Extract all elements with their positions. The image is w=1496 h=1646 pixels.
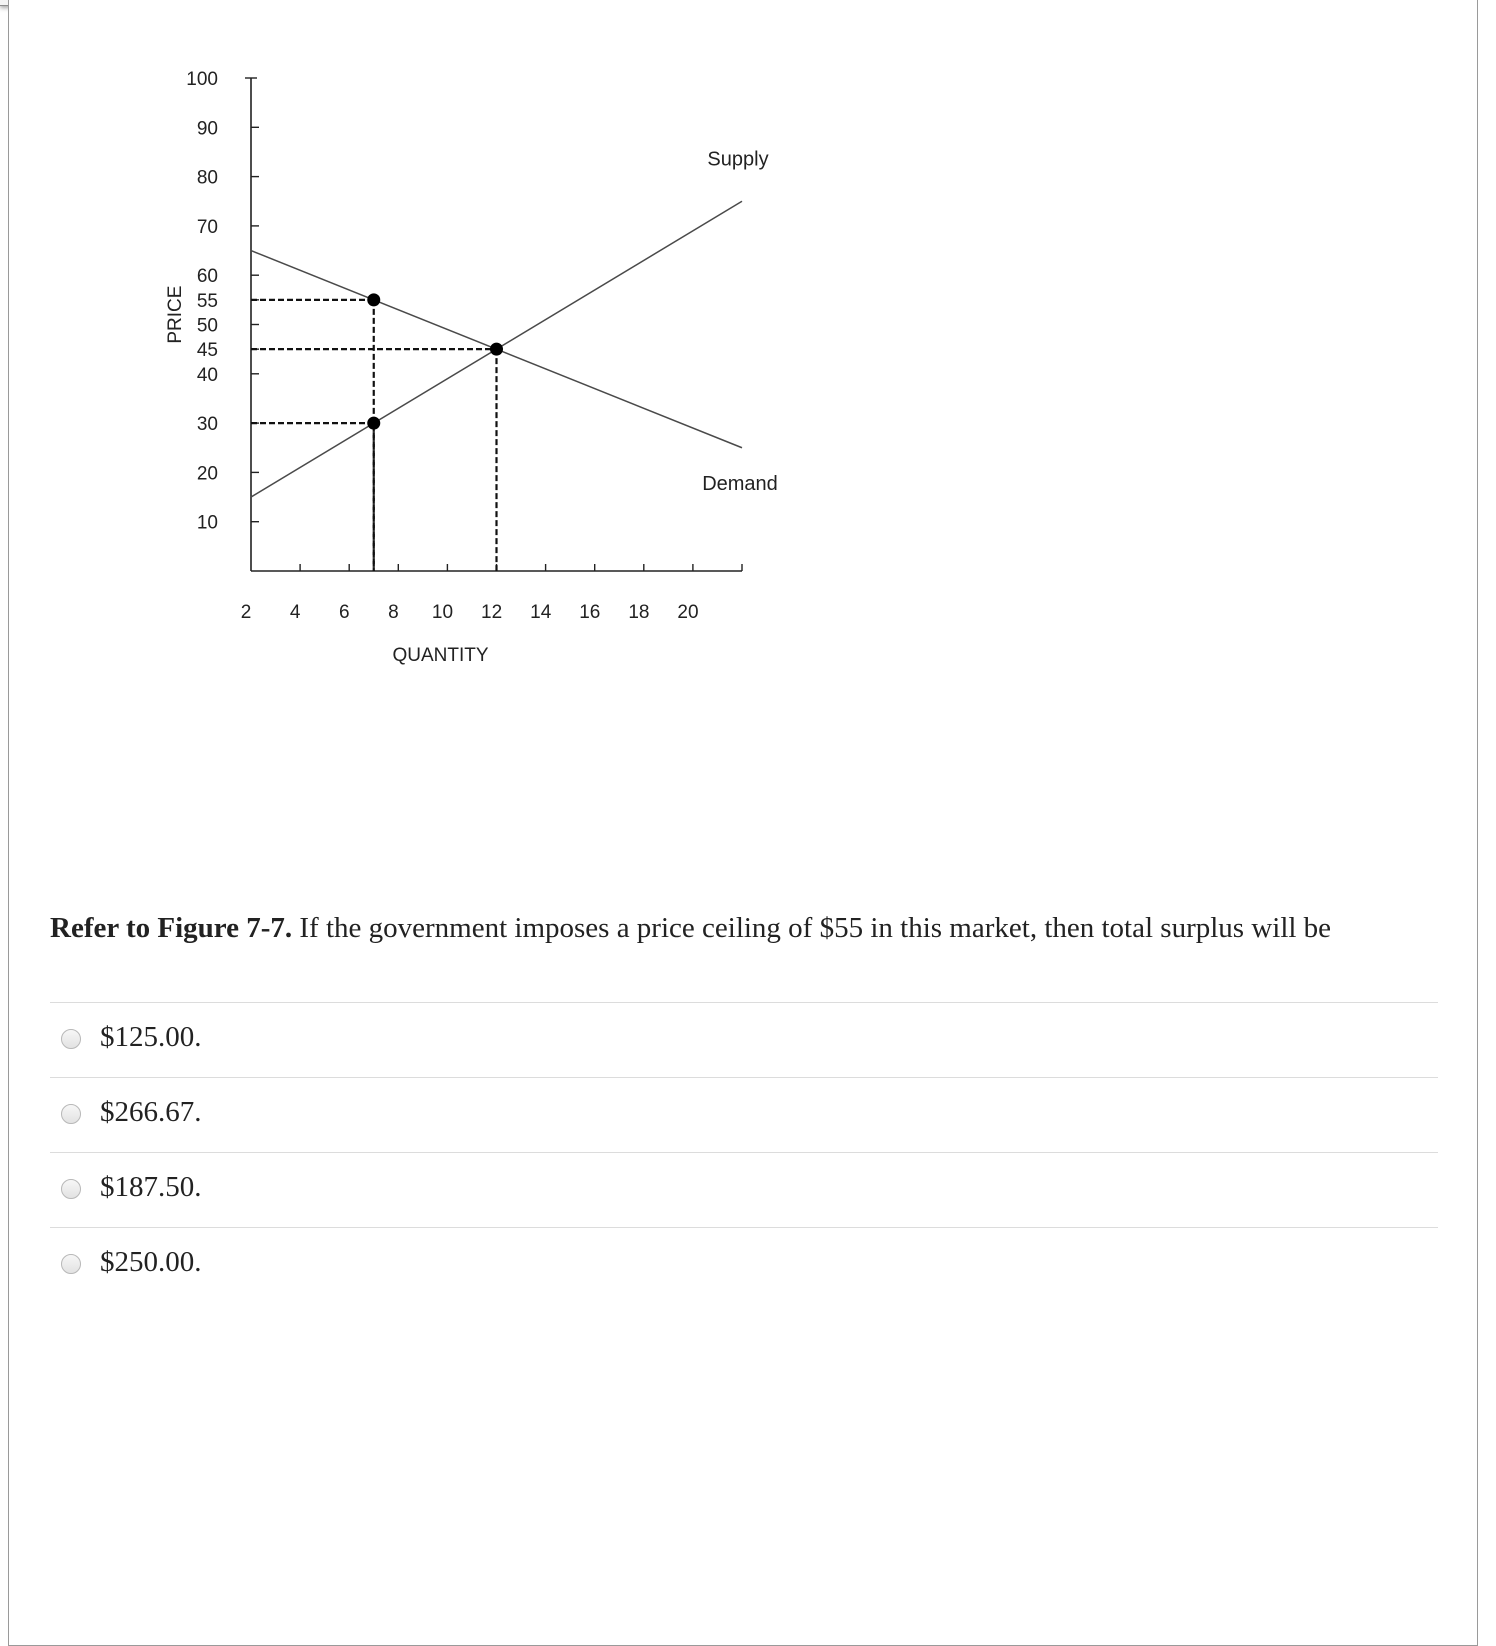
answer-option-2[interactable]: [50, 1077, 1438, 1152]
y-tick-label: 60: [196, 266, 218, 288]
x-tick-label: 2: [240, 602, 252, 623]
radio-button[interactable]: [61, 1104, 81, 1124]
y-tick-label: 55: [196, 290, 218, 312]
y-tick-label: 10: [196, 512, 218, 534]
x-tick-label: 12: [481, 602, 503, 623]
data-point: [490, 343, 503, 356]
y-tick-label: 90: [196, 118, 218, 140]
x-tick-label: 4: [289, 602, 301, 623]
demand-label: Demand: [702, 472, 778, 495]
y-tick-label: 45: [196, 340, 218, 362]
y-axis-label: PRICE: [165, 285, 186, 344]
answer-label: $250.00.: [100, 1246, 202, 1278]
y-tick-label: 40: [196, 364, 218, 386]
data-point: [367, 417, 380, 430]
x-tick-label: 14: [530, 602, 552, 623]
supply-label: Supply: [707, 148, 769, 171]
answer-label: $266.67.: [100, 1096, 202, 1128]
x-tick-label: 8: [388, 602, 399, 623]
radio-button[interactable]: [61, 1179, 81, 1199]
radio-button[interactable]: [61, 1029, 81, 1049]
x-tick-label: 18: [628, 602, 650, 623]
answer-options: [50, 1002, 1438, 1302]
x-tick-label: 10: [431, 602, 454, 623]
x-tick-label: 16: [579, 602, 601, 623]
answer-option-4[interactable]: [50, 1227, 1438, 1302]
supply-demand-chart: [150, 50, 810, 690]
answer-label: $187.50.: [100, 1171, 202, 1203]
x-tick-label: 20: [677, 602, 699, 623]
question-text: [50, 912, 1450, 945]
y-tick-label: 70: [196, 216, 218, 238]
answer-option-3[interactable]: [50, 1152, 1438, 1227]
answer-label: $125.00.: [100, 1021, 202, 1053]
x-axis-label: QUANTITY: [392, 645, 489, 666]
y-tick-label: 50: [196, 315, 218, 337]
radio-button[interactable]: [61, 1254, 81, 1274]
question-body: If the government imposes a price ceiling of $55 in this market, then total surplus will be: [292, 912, 1332, 944]
supply-demand-figure: [150, 50, 810, 690]
y-tick-label: 30: [196, 414, 218, 436]
answer-option-1[interactable]: [50, 1002, 1438, 1077]
y-tick-label: 80: [196, 167, 218, 189]
question-lead: Refer to Figure 7-7.: [50, 912, 293, 944]
y-tick-label: 20: [196, 463, 218, 485]
x-tick-label: 6: [339, 602, 350, 623]
data-point: [367, 293, 380, 306]
y-tick-label: 100: [186, 69, 218, 90]
